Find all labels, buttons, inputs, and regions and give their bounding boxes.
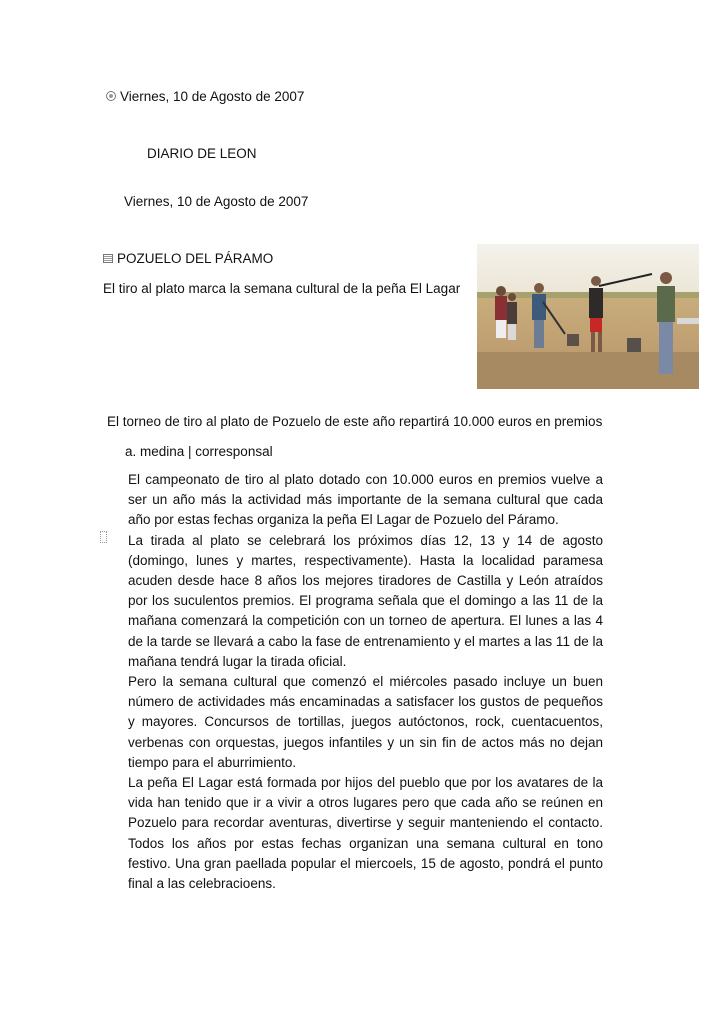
date-top bbox=[106, 89, 304, 104]
date-top-text: Viernes, 10 de Agosto de 2007 bbox=[120, 89, 305, 104]
article-body bbox=[128, 470, 603, 894]
location-text: POZUELO DEL PÁRAMO bbox=[117, 251, 274, 266]
text-marker-icon bbox=[100, 531, 107, 543]
article-photo bbox=[477, 244, 699, 389]
headline: El tiro al plato marca la semana cultural de la peña El Lagar bbox=[103, 281, 461, 296]
paragraph-4: La peña El Lagar está formada por hijos del pueblo que por los avatares de la vida han tenido que ir a vivir a otros lugares pero que cada año se reúnen en Pozuelo para recordar aventuras, divertirse y seguir manteniendo el contacto. Todos los años por estas fechas organizan una semana cultural en tono festivo. Una gran paellada popular el miercoels, 15 de agosto, pondrá el punto final a las celebracioens. bbox=[128, 775, 603, 892]
paragraph-1: El campeonato de tiro al plato dotado con 10.000 euros en premios vuelve a ser un año más la actividad más importante de la semana cultural que cada año por estas fechas organiza la peña El Lagar de Pozuelo del Páramo. bbox=[128, 472, 603, 528]
paragraph-3: Pero la semana cultural que comenzó el miércoles pasado incluye un buen número de actividades más encaminadas a satisfacer los gustos de pequeños y mayores. Concursos de tortillas, juegos autóctonos, rock, cuentacuentos, verbenas con orquestas, juegos infantiles y un sin fin de actos más no dejan tiempo para el aburrimiento. bbox=[128, 674, 603, 770]
document-icon bbox=[103, 254, 113, 263]
byline: a. medina | corresponsal bbox=[125, 444, 273, 459]
shooting-photo-image bbox=[477, 244, 699, 389]
date-second: Viernes, 10 de Agosto de 2007 bbox=[124, 194, 309, 209]
subheadline: El torneo de tiro al plato de Pozuelo de este año repartirá 10.000 euros en premios bbox=[107, 414, 603, 429]
clock-icon bbox=[106, 91, 116, 101]
paragraph-2: La tirada al plato se celebrará los próximos días 12, 13 y 14 de agosto (domingo, lunes y martes, respectivamente). Hasta la localidad paramesa acuden desde hace 8 años los mejores tiradores de Castilla y León atraídos por los suculentos premios. El programa señala que el domingo a las 11 de la mañana comenzará la competición con un torneo de apertura. El lunes a las 4 de la tarde se llevará a cabo la fase de entrenamiento y el martes a las 11 de la mañana tendrá lugar la tirada oficial. bbox=[128, 532, 603, 669]
source-name: DIARIO DE LEON bbox=[147, 146, 257, 161]
location-line bbox=[103, 251, 273, 266]
